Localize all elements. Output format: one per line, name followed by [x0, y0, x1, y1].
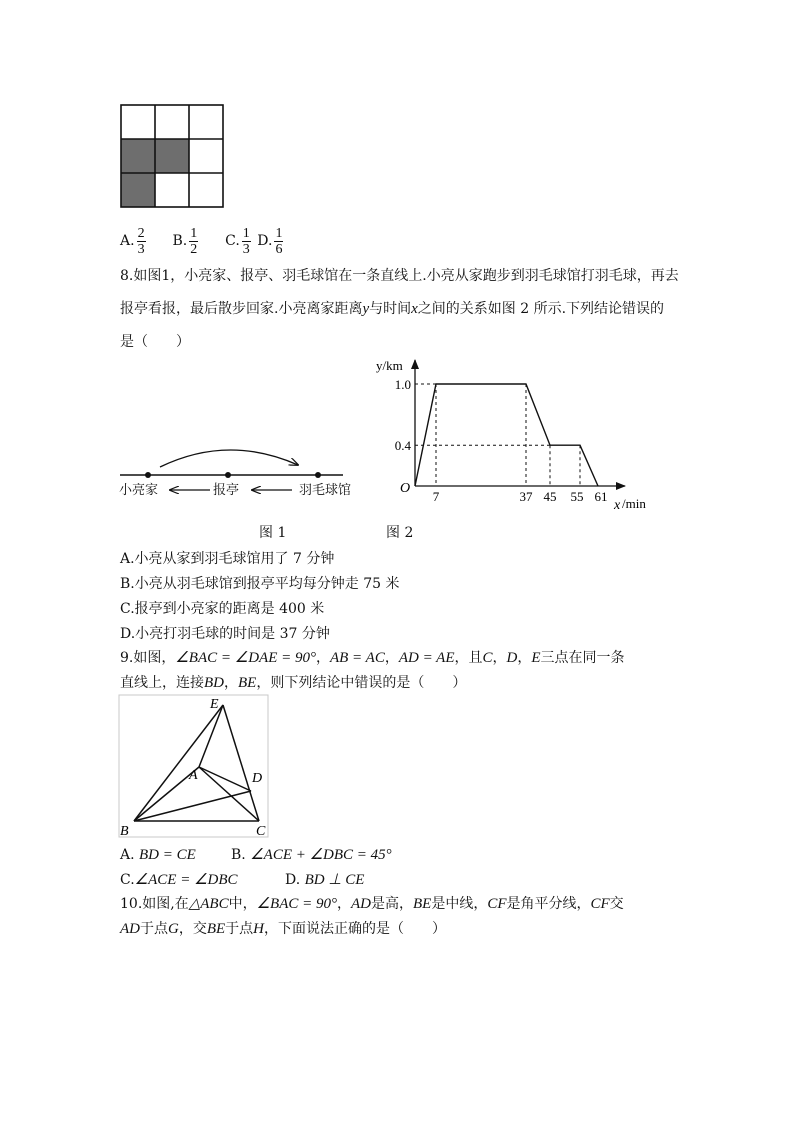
y-axis-label: y/km — [376, 358, 403, 373]
q7-option-a[interactable]: A. $\frac{2}{3}$ — [120, 225, 145, 257]
figure-1-caption: 图 1 — [259, 525, 287, 541]
x-tick-label: 7 — [432, 489, 440, 504]
q9-option-b[interactable]: B. ∠ACE + ∠DBC = 45° — [231, 847, 392, 863]
triangle-figure — [118, 694, 270, 839]
origin-label: O — [400, 481, 411, 496]
q10-line2: AD于点G，交BE于点H，下面说法正确的是（ ） — [120, 921, 447, 937]
point-C-label: C — [256, 824, 266, 839]
grid-cell-shaded — [121, 173, 155, 207]
point-A-label: A — [189, 768, 198, 783]
route-arc — [160, 450, 298, 467]
segment-EB — [134, 705, 223, 821]
q9-line1: 9.如图，∠BAC = ∠DAE = 90°，AB = AC，AD = AE，且C，D，E三点在同一条 — [120, 650, 625, 666]
y-tick-label: 0.4 — [394, 438, 411, 454]
label-gym: 羽毛球馆 — [299, 483, 352, 498]
kiosk-dot — [225, 472, 231, 478]
x-tick-label: 61 — [594, 489, 608, 504]
x-axis-unit: /min — [622, 496, 646, 511]
gym-dot — [315, 472, 321, 478]
figure-2-chart — [370, 352, 660, 517]
grid-figure — [120, 104, 224, 208]
grid-cell-shaded — [155, 139, 189, 173]
q7-option-b[interactable]: B. $\frac{1}{2}$ — [172, 225, 198, 257]
q10-line1: 10.如图,在△ABC中，∠BAC = 90°，AD是高，BE是中线，CF是角平分线，CF交 — [120, 896, 624, 912]
q7-options — [120, 225, 285, 257]
q8-option-d[interactable]: D.小亮打羽毛球的时间是 37 分钟 — [120, 626, 330, 642]
point-D-label: D — [252, 771, 263, 786]
x-tick-label: 37 — [519, 489, 533, 504]
segment-EC — [223, 705, 259, 821]
x-tick-label: 55 — [570, 489, 584, 504]
q9-option-d[interactable]: D. BD ⊥ CE — [285, 872, 365, 888]
q9-line2: 直线上，连接BD，BE，则下列结论中错误的是（ ） — [120, 675, 467, 691]
q8-line3: 是（ ） — [120, 334, 190, 350]
home-dot — [145, 472, 151, 478]
point-B-label: B — [120, 824, 129, 839]
q9-option-a[interactable]: A. BD = CE — [120, 847, 196, 863]
q7-option-c[interactable]: C. $\frac{1}{3}$ — [225, 225, 250, 257]
q9-option-c[interactable]: C.∠ACE = ∠DBC — [120, 872, 238, 888]
q8-line1: 8.如图1，小亮家、报亭、羽毛球馆在一条直线上.小亮从家跑步到羽毛球馆打羽毛球，再去 — [120, 268, 679, 284]
x-axis-var: x — [614, 498, 621, 513]
q8-option-b[interactable]: B.小亮从羽毛球馆到报亭平均每分钟走 75 米 — [120, 576, 400, 592]
q8-line2: 报亭看报，最后散步回家.小亮离家距离y与时间x之间的关系如图 2 所示.下列结论错误的 — [120, 301, 665, 317]
q7-option-d[interactable]: D. $\frac{1}{6}$ — [257, 225, 283, 257]
y-tick-label: 1.0 — [394, 377, 411, 392]
segment-AE — [199, 705, 223, 767]
figure-2-caption: 图 2 — [386, 525, 414, 541]
q8-option-c[interactable]: C.报亭到小亮家的距离是 400 米 — [120, 601, 325, 617]
label-home: 小亮家 — [119, 483, 159, 498]
label-kiosk: 报亭 — [213, 483, 240, 498]
x-tick-label: 45 — [543, 489, 557, 504]
q8-option-a[interactable]: A.小亮从家到羽毛球馆用了 7 分钟 — [120, 551, 335, 567]
grid-cell-shaded — [121, 139, 155, 173]
distance-time-line — [415, 384, 598, 486]
point-E-label: E — [210, 697, 219, 712]
